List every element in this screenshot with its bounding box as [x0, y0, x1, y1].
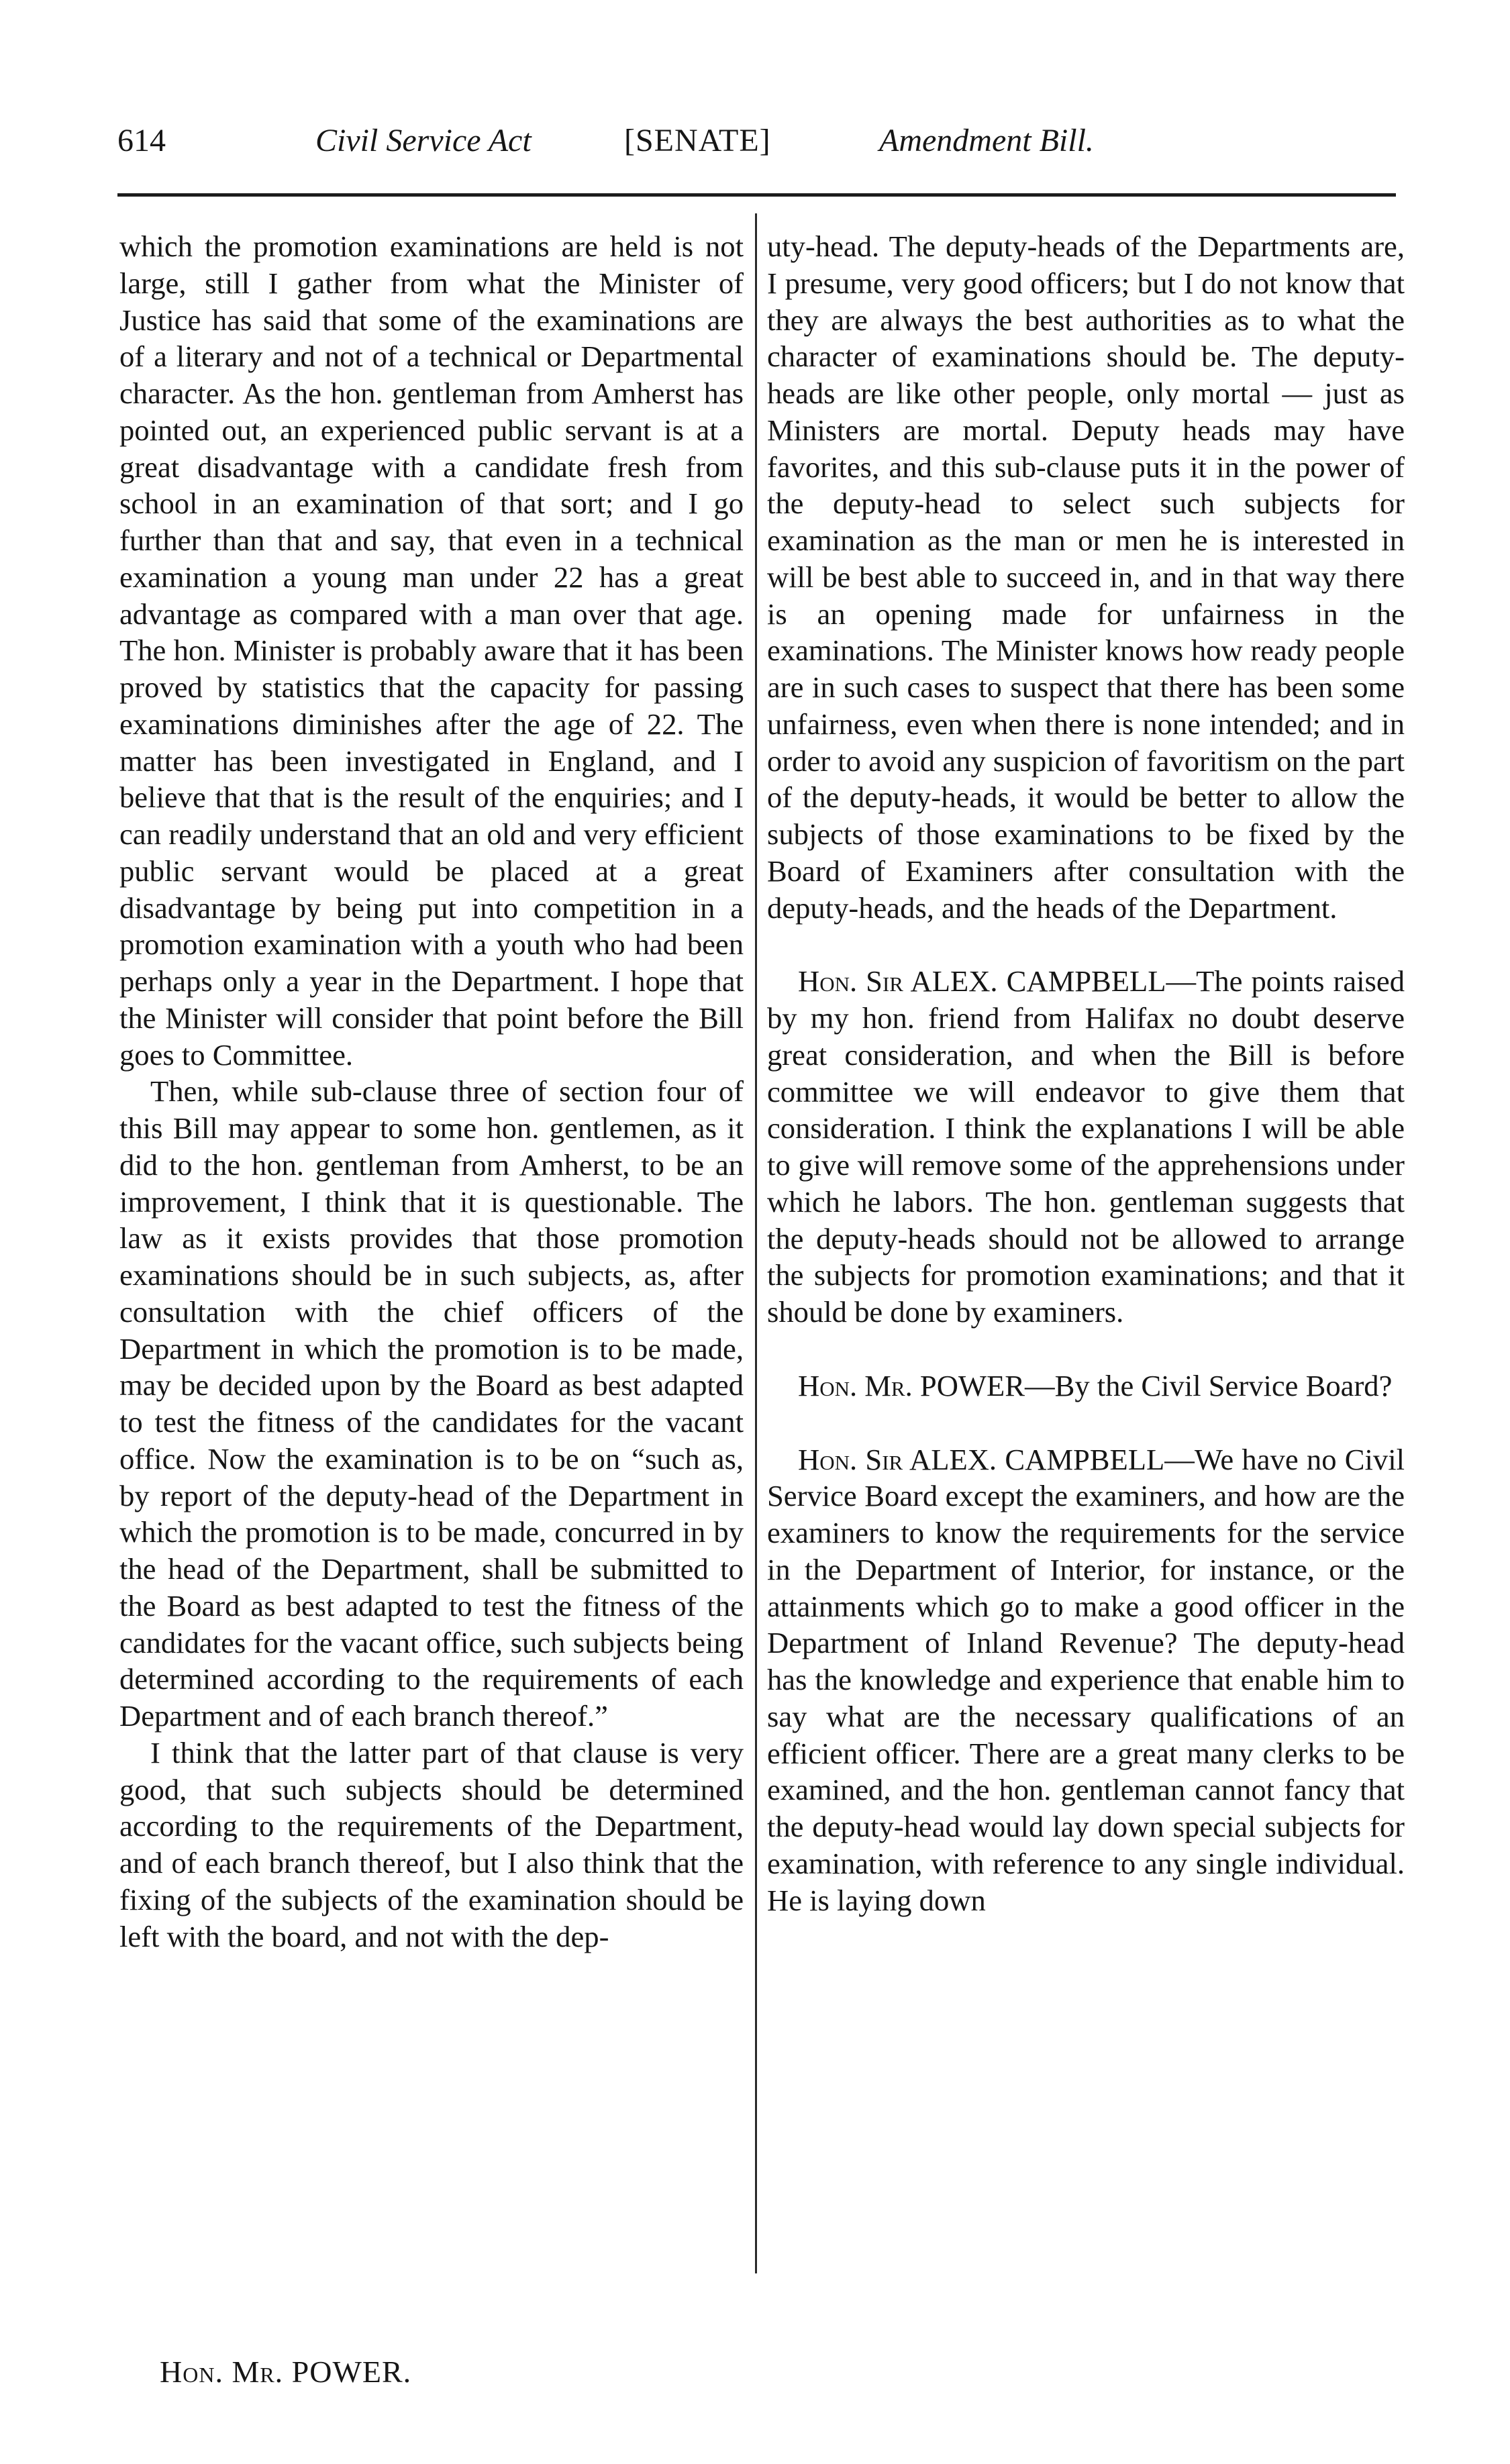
speech-power [767, 1368, 1405, 1404]
speech-campbell-1 [767, 963, 1405, 1331]
left-paragraph-2: Then, while sub-clause three of section four of this Bill may appear to some hon. gentlemen, as it did to the hon. gentleman from Amherst, to be an improvement, I think that it is questionable. The law as it exists provides that those promotion examinations should be in such subjects, as, after consultation with the chief officers of the Department in which the promotion is to be made, may be decided upon by the Board as best adapted to test the fitness of the candidates for the vacant office. Now the examination is to be on “such as, by report of the deputy-head of the Department in which the promotion is to be made, concurred in by the head of the Department, shall be submitted to the Board as best adapted to test the fitness of the candidates for the vacant office, such subjects being determined according to the requirements of each Department and of each branch thereof.” [119, 1074, 744, 1733]
header-title-left: Civil Service Act [315, 123, 532, 158]
speech-text: —The points raised by my hon. friend from Halifax no doubt deserve great consideration, and when the Bill is before committee we will endeavor to give them that consideration. I think the explanations I will be able to give will remove some of the apprehensions under which he labors. The hon. gentleman suggests that the deputy-heads should not be allowed to arrange the subjects for promotion examinations; and that it should be done by examiners. [767, 964, 1405, 1329]
left-column [119, 228, 744, 1955]
speech-text: —We have no Civil Service Board except the examiners, and how are the examiners to know the requirements for the service in the Department of Interior, for instance, or the attainments which go to make a good officer in the Department of Inland Revenue? The deputy-head has the knowledge and experience that enable him to say what are the necessary qualifications of an efficient officer. There are a great many clerks to be examined, and the hon. gentleman cannot fancy that the deputy-head would lay down special subjects for examination, with reference to any single individual. He is laying down [767, 1442, 1405, 1917]
speech-text: —By the Civil Service Board? [1024, 1368, 1393, 1402]
left-paragraph-1: which the promotion examinations are held is not large, still I gather from what the Minister of Justice has said that some of the examinations are of a literary and not of a technical or Departmental character. As the hon. gentleman from Amherst has pointed out, an experienced public servant is at a great disadvantage with a candidate fresh from school in an examination of that sort; and I go further than that and say, that even in a technical examination a young man under 22 has a great advantage as compared with a man over that age. The hon. Minister is probably aware that it has been proved by statistics that the capacity for passing examinations diminishes after the age of 22. The matter has been investigated in England, and I believe that that is the result of the enquiries; and I can readily understand that an old and very efficient public servant would be placed at a great disadvantage by being put into competition in a promotion examination with a youth who had been perhaps only a year in the Department. I hope that the Minister will consider that point before the Bill goes to Committee. [119, 229, 744, 1072]
speaker-name: Hon. Sir ALEX. CAMPBELL [798, 1442, 1165, 1476]
right-column [767, 228, 1405, 1918]
speaker-name: Hon. Sir ALEX. CAMPBELL [798, 964, 1166, 998]
header-chamber: [SENATE] [624, 123, 771, 158]
running-header [117, 114, 1393, 168]
right-paragraph-1: uty-head. The deputy-heads of the Departments are, I presume, very good officers; but I do not know that they are always the best authorities as to what the character of examinations should be. The deputy-heads are like other people, only mortal — just as Ministers are mortal. Deputy heads may have favorites, and this sub-clause puts it in the power of the deputy-head to select such subjects for examination as the man or men he is interested in will be best able to succeed in, and in that way there is an opening made for unfairness in the examinations. The Minister knows how ready people are in such cases to suspect that there has been some unfairness, even when there is none intended; and in order to avoid any suspicion of favoritism on the part of the deputy-heads, it would be better to allow the subjects of those examinations to be fixed by the Board of Examiners after consultation with the deputy-heads, and the heads of the Department. [767, 229, 1405, 925]
speech-campbell-2 [767, 1441, 1405, 1919]
header-title-right: Amendment Bill. [879, 123, 1094, 158]
page-number: 614 [117, 123, 166, 158]
column-divider [755, 213, 757, 2273]
left-paragraph-3: I think that the latter part of that clause is very good, that such subjects should be determined according to the requirements of the Department, and of each branch thereof, but I also think that the fixing of the subjects of the examination should be left with the board, and not with the dep- [119, 1735, 744, 1953]
speaker-name: Hon. Mr. POWER [798, 1368, 1025, 1402]
header-rule [117, 193, 1396, 197]
footer-speaker: Hon. Mr. POWER. [160, 2355, 412, 2389]
